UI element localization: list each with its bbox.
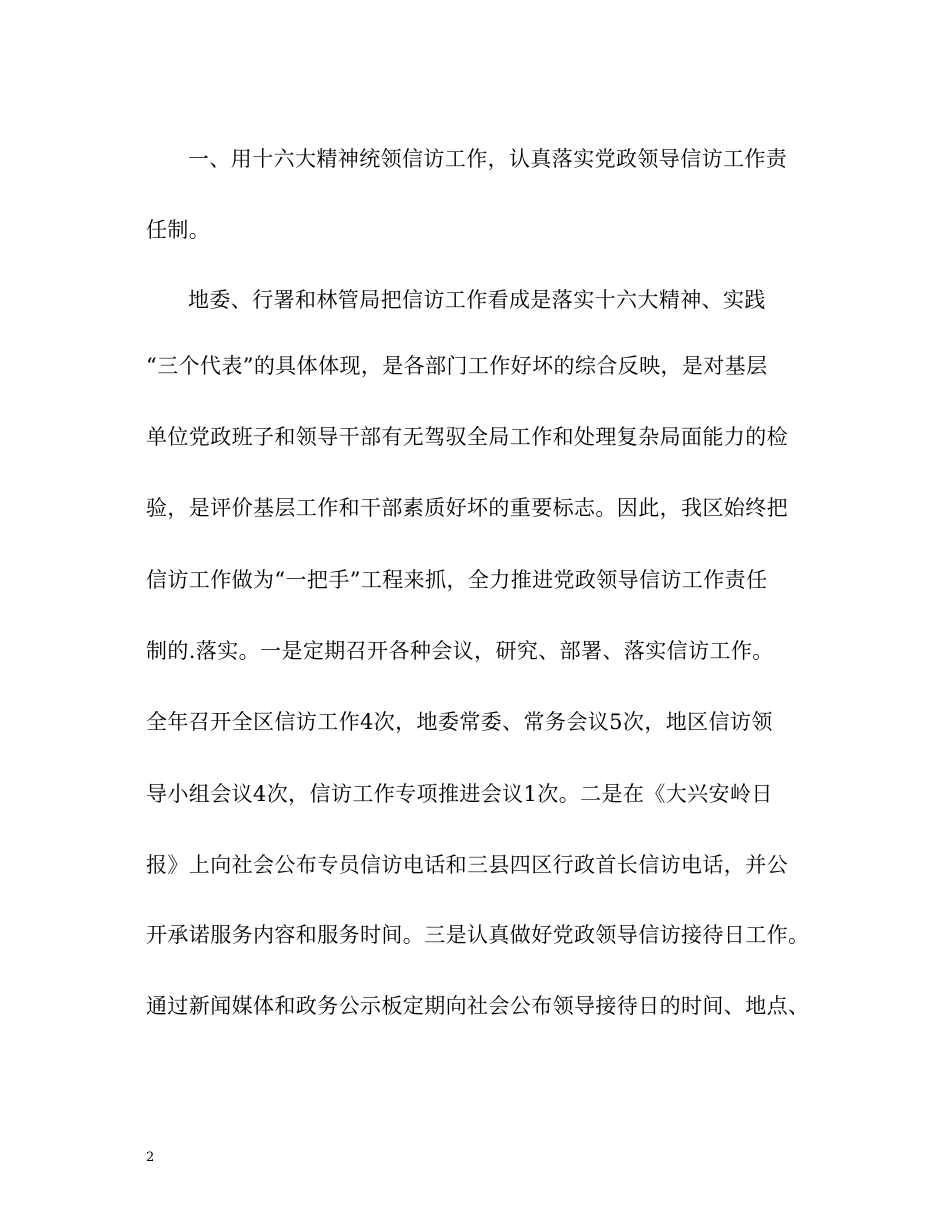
body-text-line: 报》上向社会公布专员信访电话和三县四区行政首长信访电话，并公: [146, 853, 788, 877]
body-text-line: 全年召开全区信访工作4次，地委常委、常务会议5次，地区信访领: [146, 710, 773, 734]
page-number: 2: [146, 1150, 155, 1165]
section-heading-line-1: 一、用十六大精神统领信访工作，认真落实党政领导信访工作责: [188, 147, 788, 171]
body-text-line: 开承诺服务内容和服务时间。三是认真做好党政领导信访接待日工作。: [146, 923, 810, 947]
body-text-line: 验，是评价基层工作和干部素质好坏的重要标志。因此，我区始终把: [146, 496, 788, 520]
body-text-line: 地委、行署和林管局把信访工作看成是落实十六大精神、实践: [188, 288, 766, 312]
body-text-line: 单位党政班子和领导干部有无驾驭全局工作和处理复杂局面能力的检: [146, 425, 788, 449]
body-text-line: 通过新闻媒体和政务公示板定期向社会公布领导接待日的时间、地点、: [146, 994, 810, 1018]
body-text-line: “三个代表”的具体体现，是各部门工作好坏的综合反映，是对基层: [146, 354, 768, 378]
body-text-line: 导小组会议4次，信访工作专项推进会议1次。二是在《大兴安岭日: [146, 782, 773, 806]
body-text-line: 制的.落实。一是定期召开各种会议，研究、部署、落实信访工作。: [146, 639, 774, 663]
section-heading-line-2: 任制。: [146, 218, 211, 242]
body-text-line: 信访工作做为“一把手”工程来抓，全力推进党政领导信访工作责任: [146, 568, 768, 592]
